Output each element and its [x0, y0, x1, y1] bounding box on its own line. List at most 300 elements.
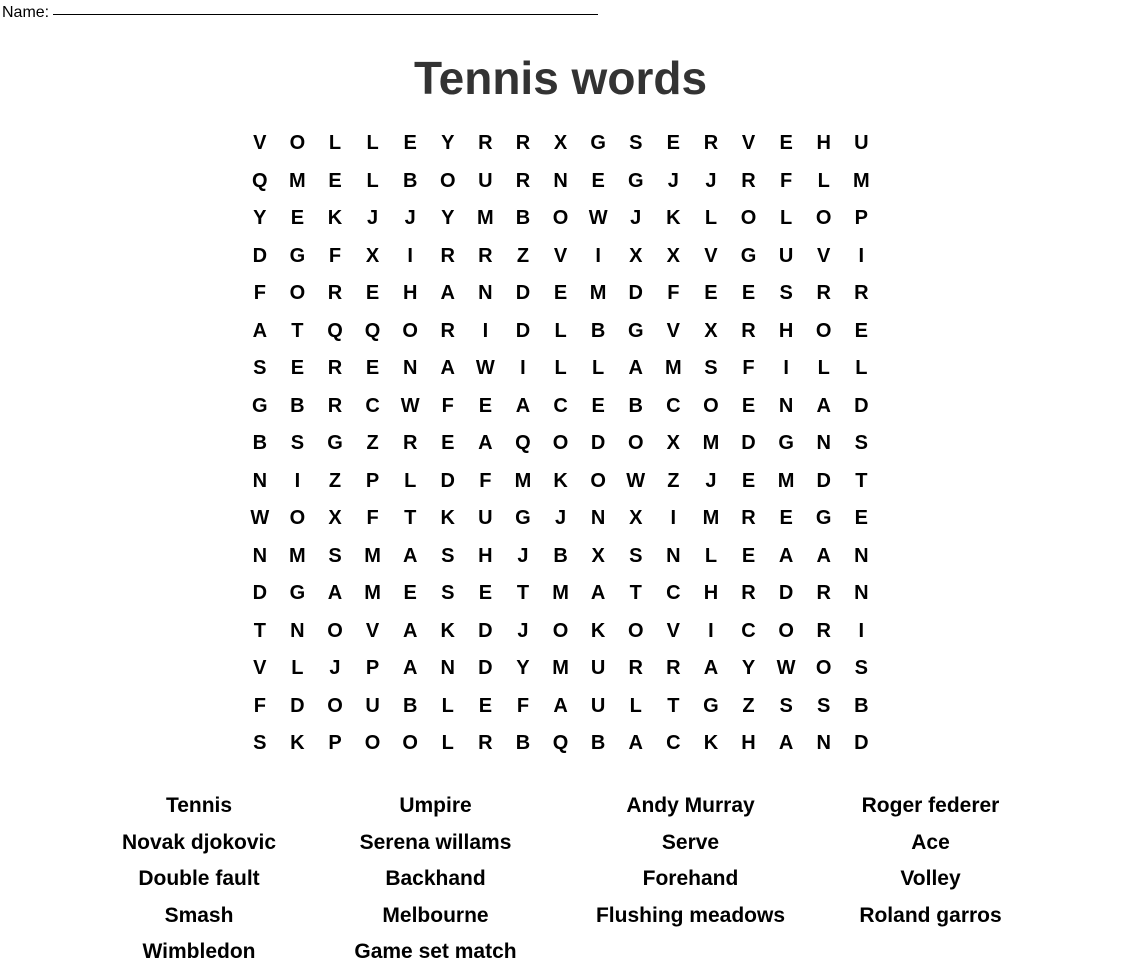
grid-letter: A: [440, 282, 455, 305]
grid-letter: L: [780, 207, 793, 230]
grid-letter: T: [291, 319, 304, 342]
grid-letter: W: [626, 469, 646, 492]
grid-letter: O: [289, 507, 306, 530]
grid-letter: Q: [327, 319, 343, 342]
grid-letter: O: [402, 732, 418, 755]
grid-letter: U: [478, 169, 493, 192]
grid-letter: E: [478, 582, 493, 605]
grid-letter: J: [630, 207, 642, 230]
grid-letter: I: [783, 357, 789, 380]
grid-letter: G: [590, 132, 606, 155]
grid-letter: A: [553, 694, 568, 717]
grid-letter: S: [779, 282, 793, 305]
grid-letter: T: [516, 582, 530, 605]
grid-letter: E: [365, 357, 380, 380]
grid-letter: O: [289, 282, 306, 305]
grid-letter: J: [705, 469, 717, 492]
grid-letter: D: [440, 469, 455, 492]
grid-letter: M: [364, 544, 381, 567]
grid-letter: N: [778, 394, 794, 417]
grid-letter: L: [441, 694, 454, 717]
grid-letter: X: [666, 244, 680, 267]
grid-letter: S: [817, 694, 831, 717]
grid-letter: X: [591, 544, 605, 567]
grid-row: [241, 500, 881, 538]
grid-letter: N: [252, 544, 268, 567]
grid-letter: O: [327, 694, 343, 717]
grid-letter: N: [478, 282, 493, 305]
grid-letter: R: [666, 657, 681, 680]
grid-letter: L: [629, 694, 642, 717]
grid-letter: A: [402, 619, 418, 642]
grid-letter: U: [478, 507, 493, 530]
grid-letter: O: [627, 432, 644, 455]
grid-letter: D: [778, 582, 794, 605]
grid-letter: O: [627, 619, 644, 642]
grid-letter: V: [253, 132, 267, 155]
grid-letter: E: [365, 282, 380, 305]
grid-letter: Y: [253, 207, 267, 230]
grid-letter: D: [290, 694, 305, 717]
grid-letter: R: [440, 319, 455, 342]
grid-letter: M: [589, 282, 607, 305]
grid-letter: A: [402, 544, 418, 567]
word-list-item: Umpire: [399, 794, 472, 818]
grid-letter: M: [289, 544, 306, 567]
grid-letter: J: [517, 619, 529, 642]
grid-letter: R: [402, 432, 418, 455]
grid-letter: M: [477, 207, 494, 230]
grid-letter: L: [817, 357, 830, 380]
grid-letter: S: [779, 694, 793, 717]
grid-letter: R: [816, 282, 831, 305]
grid-letter: E: [478, 694, 493, 717]
grid-letter: F: [667, 282, 680, 305]
grid-letter: Z: [366, 432, 379, 455]
word-list-item: Flushing meadows: [595, 903, 786, 927]
grid-letter: K: [590, 619, 606, 642]
grid-letter: N: [666, 544, 681, 567]
grid-letter: I: [595, 244, 601, 267]
grid-letter: C: [741, 619, 756, 642]
grid-letter: A: [252, 319, 268, 342]
grid-row: [241, 238, 881, 276]
grid-letter: O: [552, 432, 569, 455]
grid-letter: D: [515, 282, 531, 305]
grid-letter: T: [253, 619, 266, 642]
grid-letter: X: [666, 432, 680, 455]
grid-letter: O: [815, 207, 832, 230]
grid-letter: N: [854, 544, 869, 567]
grid-letter: E: [403, 582, 417, 605]
grid-letter: J: [667, 169, 679, 192]
grid-letter: I: [858, 619, 865, 642]
grid-letter: L: [404, 469, 417, 492]
grid-letter: P: [854, 207, 868, 230]
word-list-row: [80, 788, 1050, 825]
grid-letter: D: [252, 582, 268, 605]
grid-letter: I: [407, 244, 413, 267]
word-list-item: Novak djokovic: [121, 830, 277, 854]
grid-letter: A: [778, 732, 794, 755]
grid-letter: U: [365, 694, 380, 717]
grid-letter: B: [590, 319, 606, 342]
word-list-row: [80, 861, 1050, 898]
grid-letter: N: [816, 432, 831, 455]
grid-letter: R: [703, 132, 719, 155]
grid-letter: T: [629, 582, 642, 605]
grid-letter: O: [327, 619, 343, 642]
grid-letter: L: [366, 169, 379, 192]
grid-letter: L: [554, 357, 567, 380]
grid-letter: E: [328, 169, 342, 192]
grid-letter: F: [253, 694, 266, 717]
word-list-row: [80, 898, 1050, 935]
grid-letter: S: [854, 432, 868, 455]
grid-letter: Z: [667, 469, 680, 492]
grid-letter: K: [553, 469, 568, 492]
grid-letter: E: [779, 507, 793, 530]
grid-letter: G: [289, 244, 306, 267]
grid-letter: C: [666, 394, 681, 417]
grid-letter: Z: [328, 469, 342, 492]
grid-letter: V: [666, 319, 680, 342]
grid-letter: V: [704, 244, 718, 267]
grid-letter: K: [666, 207, 681, 230]
grid-letter: C: [553, 394, 568, 417]
grid-letter: M: [552, 657, 569, 680]
grid-letter: L: [855, 357, 868, 380]
grid-letter: I: [670, 507, 677, 530]
grid-letter: D: [478, 657, 493, 680]
grid-letter: A: [478, 432, 493, 455]
grid-letter: Q: [515, 432, 531, 455]
grid-letter: N: [252, 469, 268, 492]
grid-letter: L: [592, 357, 605, 380]
grid-row: [241, 388, 881, 426]
grid-letter: R: [327, 394, 343, 417]
grid-letter: I: [294, 469, 301, 492]
grid-letter: L: [328, 132, 342, 155]
grid-letter: Y: [741, 657, 756, 680]
grid-letter: P: [328, 732, 342, 755]
grid-letter: E: [478, 394, 493, 417]
grid-letter: W: [400, 394, 420, 417]
grid-letter: A: [515, 394, 531, 417]
grid-letter: R: [327, 357, 343, 380]
grid-row: [241, 313, 881, 351]
grid-letter: O: [590, 469, 606, 492]
grid-letter: K: [440, 619, 455, 642]
grid-letter: M: [514, 469, 532, 492]
grid-letter: S: [328, 544, 342, 567]
grid-letter: D: [590, 432, 606, 455]
word-list-item: Smash: [164, 903, 234, 927]
grid-letter: V: [365, 619, 380, 642]
grid-letter: W: [475, 357, 495, 380]
grid-letter: A: [402, 657, 418, 680]
grid-letter: E: [290, 357, 305, 380]
grid-letter: Q: [552, 732, 569, 755]
grid-letter: V: [553, 244, 568, 267]
grid-letter: D: [816, 469, 831, 492]
word-list: [80, 788, 1050, 971]
grid-letter: R: [628, 657, 643, 680]
grid-letter: M: [777, 469, 795, 492]
grid-letter: I: [858, 244, 865, 267]
grid-letter: N: [440, 657, 455, 680]
grid-letter: U: [854, 132, 869, 155]
grid-letter: U: [778, 244, 794, 267]
grid-row: [241, 725, 881, 763]
grid-row: [241, 163, 881, 201]
grid-letter: J: [705, 169, 717, 192]
grid-letter: R: [816, 619, 831, 642]
grid-letter: D: [628, 282, 643, 305]
grid-letter: A: [816, 394, 831, 417]
grid-letter: G: [740, 244, 757, 267]
grid-letter: K: [327, 207, 343, 230]
grid-letter: G: [815, 507, 832, 530]
word-list-row: [80, 825, 1050, 862]
grid-letter: L: [291, 657, 304, 680]
grid-letter: H: [478, 544, 493, 567]
grid-letter: B: [854, 694, 869, 717]
grid-letter: O: [364, 732, 381, 755]
grid-letter: F: [742, 357, 755, 380]
grid-letter: L: [817, 169, 830, 192]
grid-letter: S: [629, 132, 643, 155]
grid-letter: N: [816, 732, 831, 755]
grid-letter: E: [704, 282, 718, 305]
grid-letter: S: [253, 732, 267, 755]
grid-letter: L: [554, 319, 567, 342]
grid-letter: R: [816, 582, 831, 605]
grid-letter: W: [776, 657, 796, 680]
grid-letter: A: [440, 357, 455, 380]
grid-letter: M: [289, 169, 306, 192]
grid-letter: B: [628, 394, 643, 417]
grid-letter: Y: [516, 657, 530, 680]
grid-row: [241, 275, 881, 313]
grid-letter: J: [404, 207, 416, 230]
grid-letter: D: [854, 394, 869, 417]
grid-letter: E: [741, 394, 756, 417]
grid-letter: S: [704, 357, 718, 380]
grid-letter: E: [666, 132, 680, 155]
grid-letter: R: [741, 169, 756, 192]
grid-letter: B: [290, 394, 305, 417]
grid-letter: Z: [742, 694, 755, 717]
grid-letter: J: [554, 507, 567, 530]
grid-letter: L: [704, 207, 718, 230]
grid-letter: C: [666, 582, 681, 605]
word-list-row: [80, 934, 1050, 971]
grid-letter: R: [478, 244, 493, 267]
grid-letter: R: [515, 169, 531, 192]
grid-letter: O: [740, 207, 757, 230]
grid-row: [241, 575, 881, 613]
grid-letter: H: [778, 319, 794, 342]
grid-letter: I: [708, 619, 714, 642]
grid-letter: N: [402, 357, 418, 380]
grid-letter: A: [703, 657, 719, 680]
grid-letter: S: [253, 357, 267, 380]
grid-row: [241, 463, 881, 501]
grid-letter: K: [290, 732, 305, 755]
grid-letter: L: [366, 132, 379, 155]
grid-letter: N: [854, 582, 869, 605]
grid-letter: D: [741, 432, 756, 455]
grid-letter: B: [402, 694, 418, 717]
grid-letter: G: [327, 432, 343, 455]
grid-letter: A: [590, 582, 606, 605]
grid-letter: N: [290, 619, 305, 642]
grid-row: [241, 613, 881, 651]
grid-row: [241, 650, 881, 688]
grid-letter: E: [553, 282, 568, 305]
grid-letter: U: [590, 657, 606, 680]
grid-letter: K: [440, 507, 455, 530]
grid-letter: T: [667, 694, 680, 717]
word-list-item: Backhand: [385, 867, 486, 891]
grid-letter: A: [816, 544, 831, 567]
grid-letter: E: [591, 169, 605, 192]
grid-letter: E: [741, 469, 756, 492]
grid-letter: F: [441, 394, 454, 417]
grid-letter: I: [482, 319, 489, 342]
grid-letter: L: [704, 544, 718, 567]
grid-letter: Y: [441, 207, 455, 230]
grid-letter: N: [590, 507, 606, 530]
grid-letter: S: [629, 544, 643, 567]
grid-letter: E: [441, 432, 455, 455]
grid-letter: C: [365, 394, 380, 417]
grid-letter: R: [327, 282, 343, 305]
grid-letter: V: [817, 244, 831, 267]
word-list-item: Volley: [900, 867, 961, 891]
grid-letter: Q: [252, 169, 268, 192]
grid-letter: B: [402, 169, 418, 192]
grid-letter: A: [628, 732, 643, 755]
word-list-item: Wimbledon: [142, 940, 256, 964]
grid-letter: O: [289, 132, 306, 155]
word-list-item: Game set match: [354, 940, 517, 964]
grid-letter: E: [854, 319, 868, 342]
grid-letter: G: [252, 394, 268, 417]
grid-row: [241, 538, 881, 576]
grid-letter: V: [666, 619, 680, 642]
grid-letter: K: [703, 732, 719, 755]
grid-letter: R: [854, 282, 869, 305]
grid-letter: E: [290, 207, 305, 230]
grid-letter: M: [664, 357, 682, 380]
word-list-item: Forehand: [642, 867, 739, 891]
grid-letter: X: [629, 507, 643, 530]
grid-letter: U: [590, 694, 606, 717]
grid-letter: G: [627, 319, 644, 342]
name-label: Name:: [2, 4, 50, 21]
grid-letter: E: [741, 544, 756, 567]
grid-letter: V: [741, 132, 756, 155]
grid-letter: M: [852, 169, 870, 192]
grid-letter: T: [855, 469, 868, 492]
grid-letter: M: [364, 582, 381, 605]
grid-letter: A: [327, 582, 343, 605]
grid-letter: P: [365, 469, 380, 492]
grid-letter: W: [588, 207, 608, 230]
grid-letter: T: [404, 507, 417, 530]
grid-letter: O: [552, 207, 569, 230]
grid-letter: F: [780, 169, 793, 192]
grid-letter: O: [778, 619, 794, 642]
grid-letter: R: [741, 319, 756, 342]
grid-row: [241, 200, 881, 238]
grid-letter: B: [553, 544, 568, 567]
grid-letter: F: [516, 694, 530, 717]
name-underline: [53, 14, 598, 15]
grid-row: [241, 688, 881, 726]
grid-letter: X: [328, 507, 342, 530]
word-search-grid: [241, 125, 881, 763]
name-field: [2, 4, 598, 22]
grid-letter: O: [402, 319, 418, 342]
grid-letter: Y: [441, 132, 455, 155]
grid-letter: G: [703, 694, 719, 717]
grid-letter: A: [778, 544, 794, 567]
grid-letter: B: [515, 732, 531, 755]
grid-letter: W: [250, 507, 270, 530]
grid-letter: N: [553, 169, 568, 192]
grid-letter: J: [517, 544, 529, 567]
grid-letter: M: [552, 582, 569, 605]
grid-letter: H: [402, 282, 418, 305]
grid-row: [241, 425, 881, 463]
word-list-item: Andy Murray: [626, 794, 755, 818]
grid-letter: S: [441, 582, 455, 605]
grid-letter: E: [741, 282, 756, 305]
grid-letter: F: [479, 469, 492, 492]
grid-letter: S: [290, 432, 305, 455]
word-list-item: Roland garros: [859, 903, 1002, 927]
grid-letter: E: [854, 507, 868, 530]
grid-letter: R: [741, 507, 756, 530]
grid-letter: D: [515, 319, 531, 342]
grid-letter: M: [702, 432, 720, 455]
grid-letter: I: [520, 357, 526, 380]
grid-letter: G: [515, 507, 531, 530]
grid-letter: E: [403, 132, 417, 155]
word-list-item: Double fault: [138, 867, 260, 891]
grid-letter: R: [741, 582, 756, 605]
grid-letter: O: [815, 319, 832, 342]
word-list-item: Melbourne: [382, 903, 489, 927]
grid-letter: R: [478, 132, 493, 155]
grid-letter: O: [815, 657, 832, 680]
grid-letter: M: [702, 507, 720, 530]
grid-letter: B: [252, 432, 268, 455]
grid-letter: X: [365, 244, 380, 267]
grid-letter: Z: [516, 244, 530, 267]
grid-letter: S: [854, 657, 868, 680]
grid-letter: H: [816, 132, 831, 155]
grid-letter: J: [329, 657, 341, 680]
grid-letter: L: [441, 732, 454, 755]
word-list-item: Roger federer: [861, 794, 1000, 818]
grid-letter: D: [478, 619, 493, 642]
grid-row: [241, 350, 881, 388]
grid-letter: D: [252, 244, 268, 267]
